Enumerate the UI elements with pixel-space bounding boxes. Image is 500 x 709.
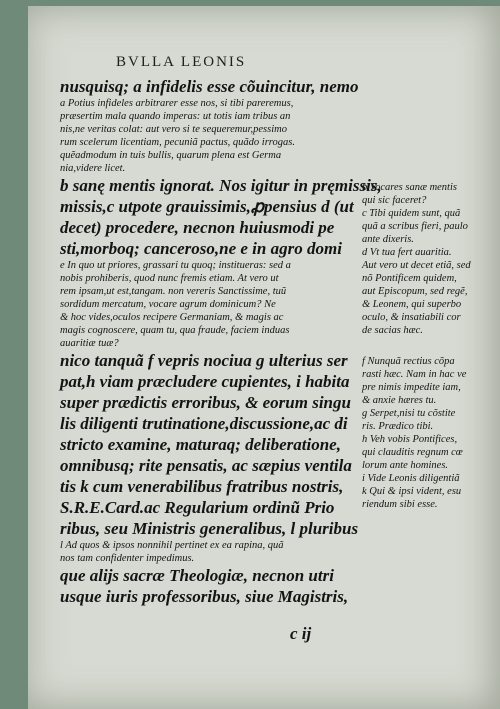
body-text-line: que alijs sacræ Theologiæ, necnon utri bbox=[60, 566, 334, 585]
marginal-note-line: ante dixeris. bbox=[362, 234, 414, 245]
marginal-note-line: h Veh vobis Pontifices, bbox=[362, 434, 458, 445]
marginal-note-line: lorum ante homines. bbox=[362, 460, 449, 471]
marginal-note-line: k Qui & ipsi vident, esu bbox=[362, 486, 462, 497]
gloss-text-line: præsertim mala quando imperas: ut totis iam tribus an bbox=[60, 111, 291, 122]
body-text-line: omnibusq; rite pensatis, ac sæpius ventila bbox=[60, 456, 352, 475]
marginal-note-line: & Leonem, qui superbo bbox=[362, 299, 462, 310]
gloss-text-line: auaritiæ tuæ? bbox=[60, 338, 119, 349]
marginal-note-line: riendum sibi esse. bbox=[362, 499, 438, 510]
marginal-note-line: pre nimis impedite iam, bbox=[362, 382, 461, 393]
marginal-note-line: g Serpet,nisi tu cõstite bbox=[362, 408, 456, 419]
body-text-line: nico tanquã f vepris nociua g ulterius ser bbox=[60, 351, 348, 370]
gloss-text-line: magis cognoscere, quam tu, qua fraude, faciem induas bbox=[60, 325, 290, 336]
running-header: BVLLA LEONIS bbox=[116, 54, 247, 70]
body-text-line: tis k cum venerabilibus fratribus nostris, bbox=[60, 477, 344, 496]
marginal-note-line: de sacias hæc. bbox=[362, 325, 423, 336]
marginal-note-line: c Tibi quidem sunt, quã bbox=[362, 208, 461, 219]
marginal-note-line: qui sic faceret? bbox=[362, 195, 427, 206]
note-gap bbox=[362, 337, 500, 355]
body-text-line: stricto examine, maturaq; deliberatione, bbox=[60, 435, 341, 454]
gloss-text-line: sordidum mercatum, vocare agrum dominicum? Ne bbox=[60, 299, 276, 310]
marginal-note-line: ris. Prædico tibi. bbox=[362, 421, 434, 432]
gloss-text-line: quẽadmodum in tuis bullis, quarum plena est Germa bbox=[60, 150, 282, 161]
gloss-text-line: l Ad quos & ipsos nonnihil pertinet ex ea rapina, quã bbox=[60, 540, 284, 551]
main-text-column bbox=[60, 76, 382, 607]
gloss-text-line: nos tam confidenter impedimus. bbox=[60, 553, 195, 564]
body-text-line: missis,c utpote grauissimis,ꝓpensius d (ut bbox=[60, 197, 354, 216]
marginal-note-line: oculo, & insatiabili cor bbox=[362, 312, 461, 323]
marginal-note-line: aut Episcopum, sed regẽ, bbox=[362, 286, 468, 297]
gloss-text-line: e In quo ut priores, grassari tu quoq; institueras: sed a bbox=[60, 260, 291, 271]
body-text-line: nusquisq; a infidelis esse cõuincitur, nemo bbox=[60, 77, 359, 96]
gloss-text-line: a Potius infideles arbitrarer esse nos, si tibi pareremus, bbox=[60, 98, 294, 109]
marginal-note-line: qui clauditis regnum cœ bbox=[362, 447, 463, 458]
body-text-line: ribus, seu Ministris generalibus, l pluribus bbox=[60, 519, 359, 538]
marginal-notes-column bbox=[362, 181, 500, 511]
marginal-note-line: b Vocares sanæ mentis bbox=[362, 182, 457, 193]
gloss-text-line: rum scelerum licentiam, pecuniã pactus, quãdo irrogas. bbox=[60, 137, 295, 148]
gloss-text-line: & hoc vides,oculos recipere Germaniam, & magis ac bbox=[60, 312, 284, 323]
body-text-line: super prædictis erroribus, & eorum singu bbox=[60, 393, 351, 412]
body-text-line: sti,morboq; canceroso,ne e in agro domi bbox=[60, 239, 342, 258]
body-text-line: usque iuris professoribus, siue Magistris, bbox=[60, 587, 349, 606]
body-text-line: lis diligenti trutinatione,discussione,ac di bbox=[60, 414, 348, 433]
gloss-text-line: nia,videre licet. bbox=[60, 163, 126, 174]
marginal-note-line: f Nunquã rectius cõpa bbox=[362, 356, 455, 367]
marginal-note-line: i Vide Leonis diligentiã bbox=[362, 473, 460, 484]
marginal-note-line: & anxie hæres tu. bbox=[362, 395, 437, 406]
body-text-line: b sanę mentis ignorat. Nos igitur in pręmissis, bbox=[60, 176, 382, 195]
body-text-line: decet) procedere, necnon huiusmodi pe bbox=[60, 218, 335, 237]
marginal-note-line: quã a scribus fieri, paulo bbox=[362, 221, 468, 232]
gloss-text-line: nobis prohiberis, quod nunc fremis etiam. At vero ut bbox=[60, 273, 279, 284]
body-text-line: S.R.E.Card.ac Regularium ordinũ Prio bbox=[60, 498, 335, 517]
body-text-line: pat,h viam præcludere cupientes, i habita bbox=[60, 372, 350, 391]
book-page bbox=[28, 6, 500, 709]
marginal-note-line: rasti hæc. Nam in hac ve bbox=[362, 369, 467, 380]
marginal-note-line: Aut vero ut decet etiã, sed bbox=[362, 260, 471, 271]
signature-mark: c ij bbox=[290, 624, 312, 643]
gloss-text-line: nis,ne veritas colat: aut vero si te sequeremur,pessimo bbox=[60, 124, 287, 135]
marginal-note-line: nõ Pontificem quidem, bbox=[362, 273, 457, 284]
marginal-note-line: d Vt tua fert auaritia. bbox=[362, 247, 452, 258]
gloss-text-line: rem ipsam,ut est,tangam. non vereris Sanctissime, tuũ bbox=[60, 286, 287, 297]
